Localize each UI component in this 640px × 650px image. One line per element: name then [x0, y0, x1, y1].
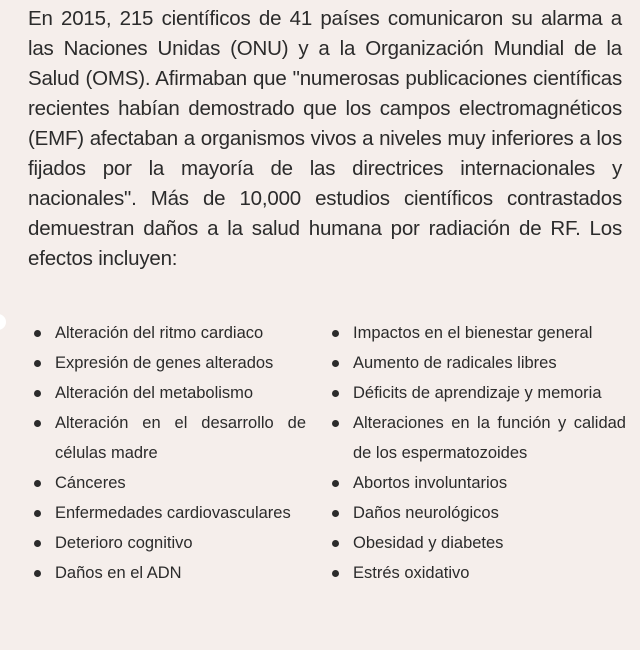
list-item-text: Aumento de radicales libres — [353, 354, 557, 372]
effects-column-right — [332, 318, 626, 588]
bullet-icon — [332, 480, 339, 487]
list-item-text: Obesidad y diabetes — [353, 534, 504, 552]
bullet-icon — [332, 540, 339, 547]
list-item — [332, 378, 626, 408]
intro-paragraph: En 2015, 215 científicos de 41 países comunicaron su alarma a las Naciones Unidas (ONU) y a la Organización Mundial de la Salud (OMS). Afirmaban que "numerosas publicaciones científicas recientes habían demostrado que los campos electromagnéticos (EMF) afectaban a organismos vivos a niveles muy inferiores a los fijados por la mayoría de las directrices internacionales y nacionales". Más de 10,000 estudios científicos contrastados demuestran daños a la salud humana por radiación de RF. Los efectos incluyen: — [28, 7, 622, 270]
list-item — [332, 558, 626, 588]
list-item-text: Daños en el ADN — [55, 564, 182, 582]
bullet-icon — [34, 510, 41, 517]
list-item — [332, 318, 626, 348]
list-item-text: Alteración del metabolismo — [55, 384, 254, 402]
list-item — [332, 468, 626, 498]
list-item — [34, 498, 306, 528]
list-item-text: Impactos en el bienestar general — [353, 324, 593, 342]
list-item-text: Daños neurológicos — [353, 504, 499, 522]
bullet-icon — [34, 480, 41, 487]
list-item — [34, 378, 306, 408]
bullet-icon — [332, 330, 339, 337]
list-item — [332, 408, 626, 468]
bullet-icon — [332, 420, 339, 427]
list-item — [332, 498, 626, 528]
effects-column-left — [34, 318, 306, 588]
bullet-icon — [332, 390, 339, 397]
list-item-text: Alteración en el desarrollo de células madre — [55, 414, 306, 462]
list-item — [332, 348, 626, 378]
list-item-text: Alteraciones en la función y calidad de los espermatozoides — [353, 414, 626, 462]
list-item-text: Estrés oxidativo — [353, 564, 470, 582]
list-item — [34, 408, 306, 468]
bullet-icon — [34, 360, 41, 367]
list-item-text: Alteración del ritmo cardiaco — [55, 324, 264, 342]
list-item-text: Déficits de aprendizaje y memoria — [353, 384, 602, 402]
list-item — [332, 528, 626, 558]
bullet-icon — [34, 540, 41, 547]
list-item-text: Enfermedades cardiovasculares — [55, 504, 291, 522]
bullet-icon — [34, 330, 41, 337]
bullet-icon — [34, 390, 41, 397]
effects-list — [0, 318, 640, 598]
list-item — [34, 528, 306, 558]
bullet-icon — [332, 360, 339, 367]
list-item-text: Cánceres — [55, 474, 126, 492]
list-item — [34, 318, 306, 348]
list-item — [34, 558, 306, 588]
bullet-icon — [332, 510, 339, 517]
list-item-text: Abortos involuntarios — [353, 474, 508, 492]
list-item-text: Deterioro cognitivo — [55, 534, 193, 552]
list-item — [34, 468, 306, 498]
list-item-text: Expresión de genes alterados — [55, 354, 274, 372]
bullet-icon — [34, 570, 41, 577]
bullet-icon — [332, 570, 339, 577]
list-item — [34, 348, 306, 378]
bullet-icon — [34, 420, 41, 427]
